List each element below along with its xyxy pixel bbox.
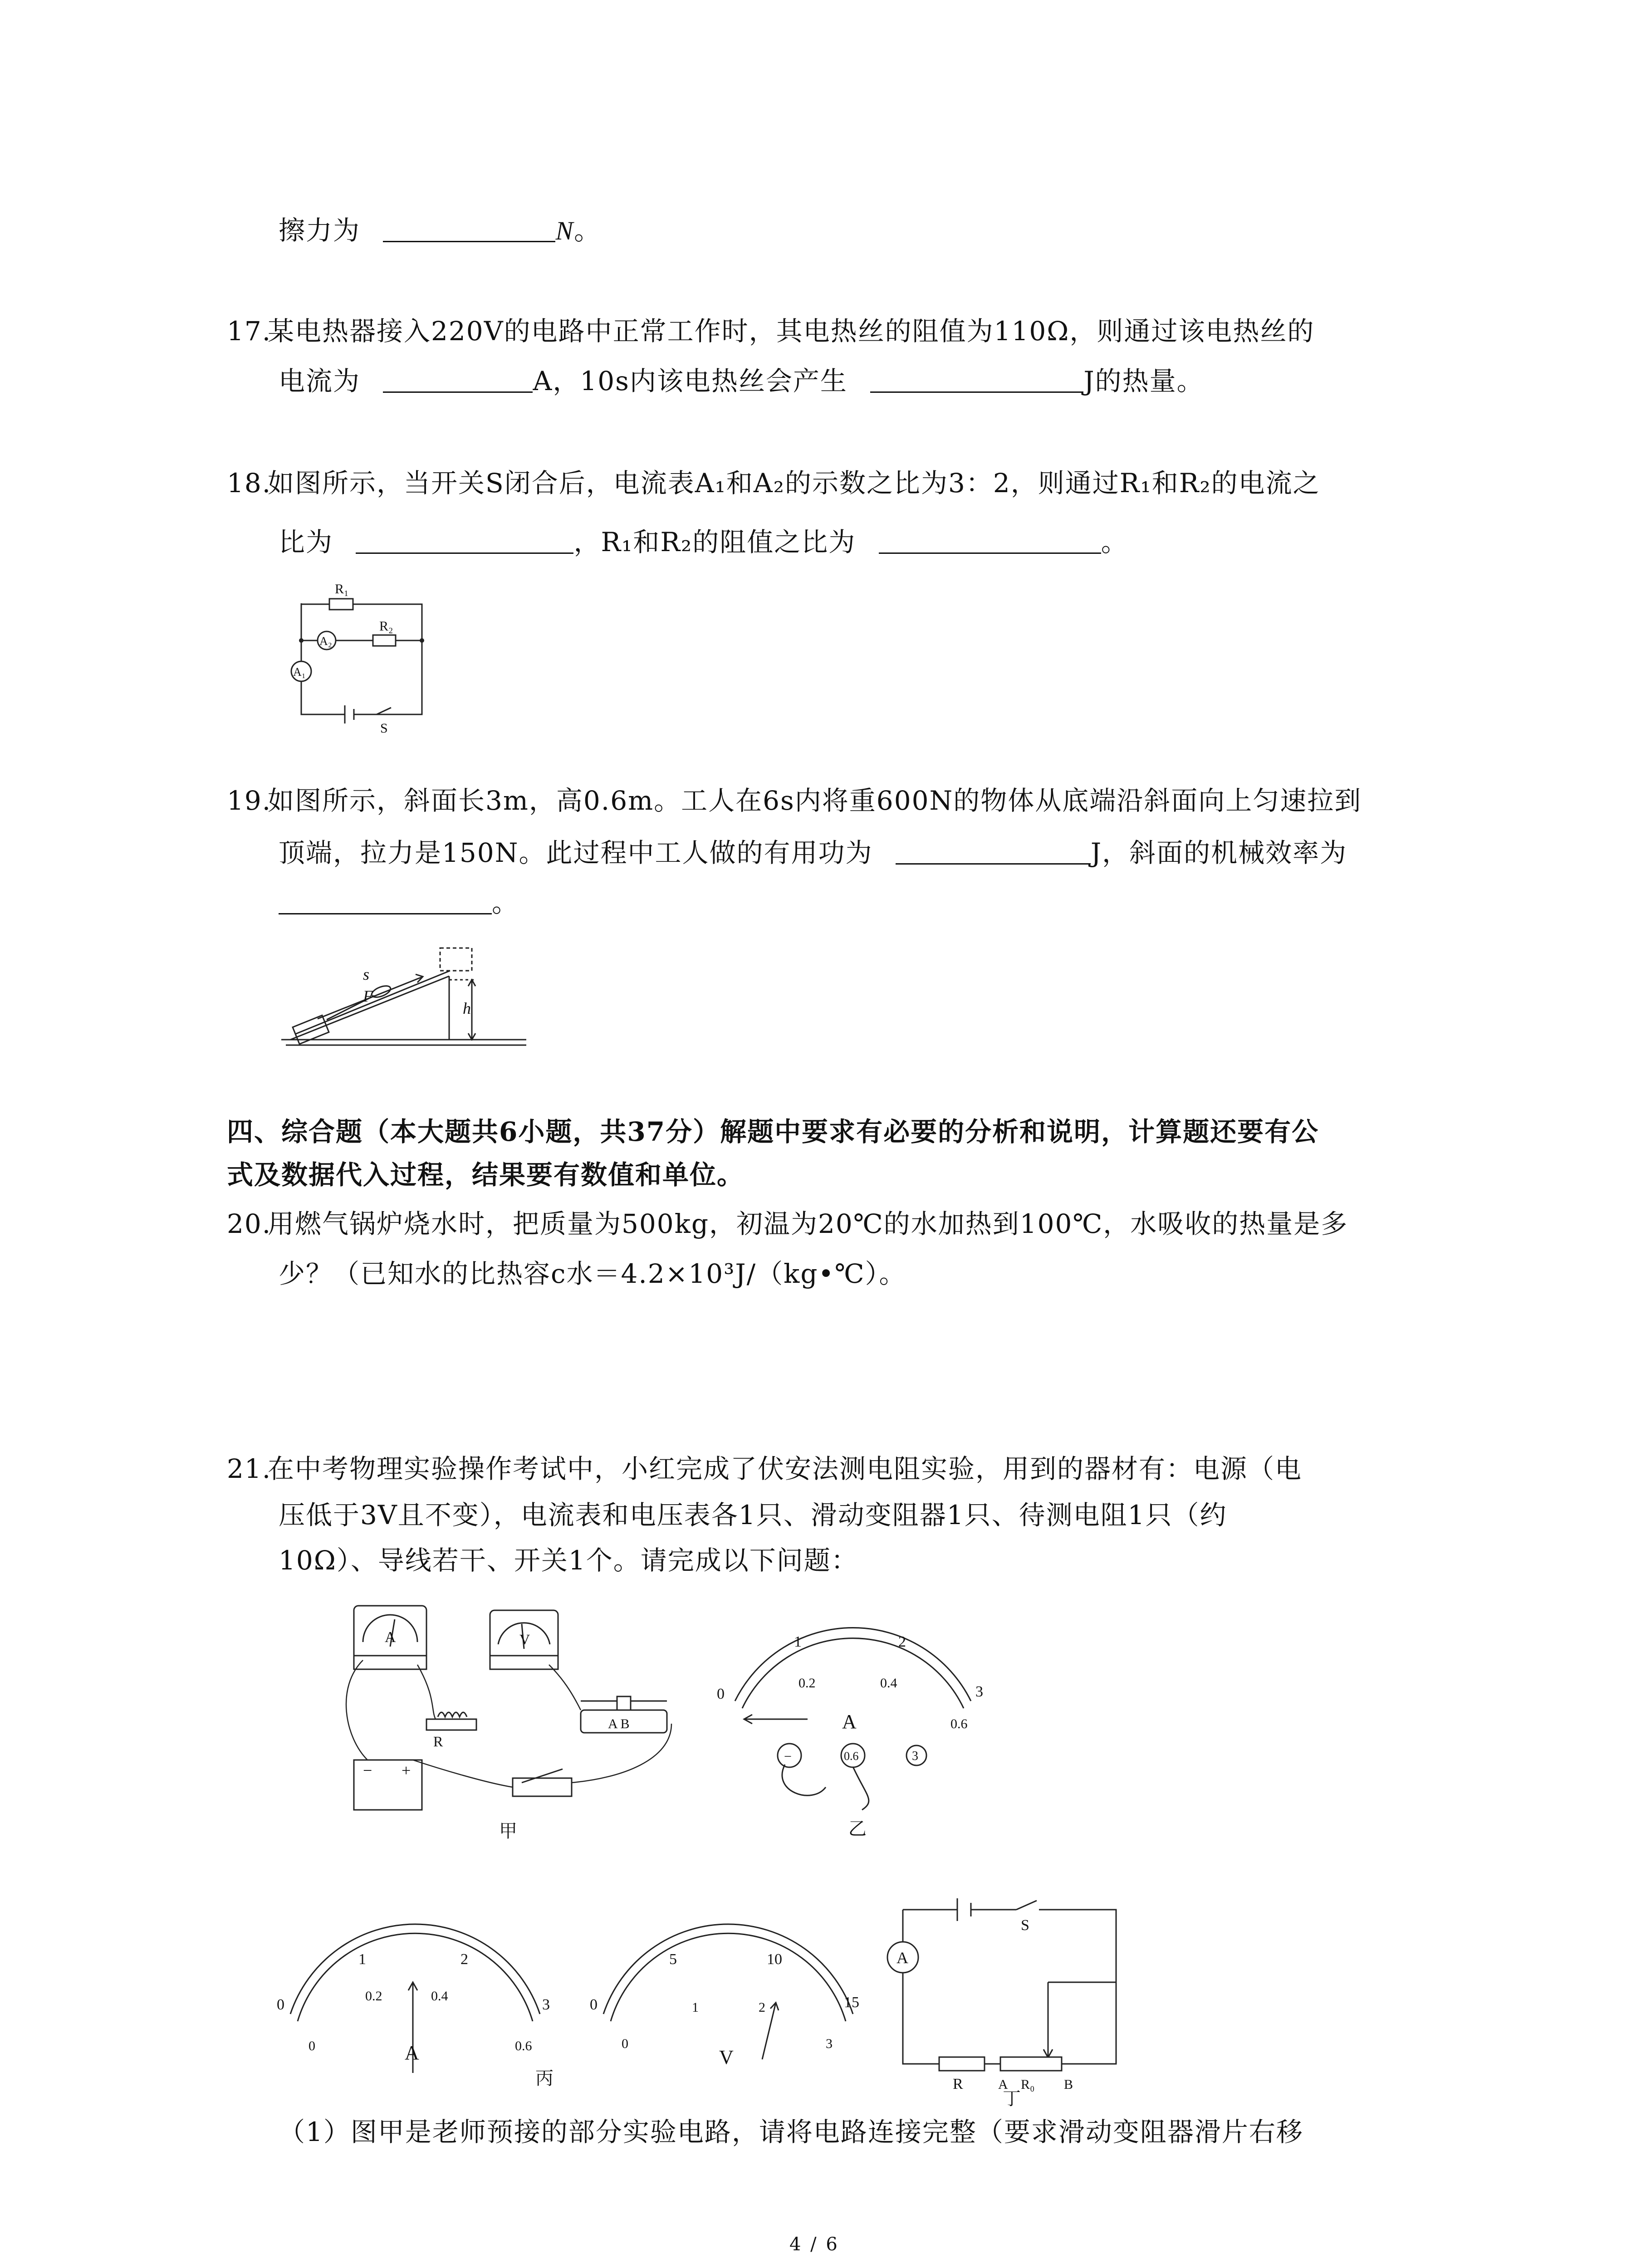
q21-fig-bing-voltmeter [590,1928,871,2073]
jia-switch-base [513,1778,572,1796]
q18-node-left [299,638,304,643]
volt-tick-0: 0 [590,1996,598,2013]
bing-tick-1: 1 [358,1951,366,1968]
q19-slope [290,976,449,1040]
jia-voltmeter-label: V [519,1631,530,1647]
ding-switch-blade[interactable] [1016,1901,1037,1910]
fig-label-bing: 丙 [535,2068,554,2088]
jia-rheostat-label: A B [608,1716,630,1731]
volt-tick-2: 2 [759,2000,765,2015]
volt-tick-1: 1 [692,2000,699,2015]
yi-unit: A [842,1711,857,1733]
bing-tick-0.2: 0.2 [365,1989,382,2004]
q19-hand [370,983,392,999]
page-number: 4 / 6 [789,2234,839,2255]
yi-terminal-minus-label: − [784,1749,792,1764]
q20-line2: 少？（已知水的比热容c水＝4.2×10³J/（kg•℃）。 [279,1258,906,1289]
jia-voltmeter-base [490,1656,558,1669]
bing-unit: A [405,2042,419,2064]
q18-r1-resistor [329,599,353,610]
q20-line1 [227,1206,1348,1242]
ding-switch-label: S [1021,1917,1029,1934]
yi-tick-2: 2 [898,1633,906,1650]
q18-text-2a: 比为 [279,527,333,557]
ding-ammeter-label: A [896,1949,908,1967]
bing-scale-inner [298,1933,533,2021]
ding-a-label: A [998,2077,1008,2092]
q21-sub1: （1）图甲是老师预接的部分实验电路，请将电路连接完整（要求滑动变阻器滑片右移 [279,2116,1303,2147]
q17-text-2a: 电流为 [279,366,361,396]
volt-tick-15: 15 [844,1994,859,2011]
bing-tick-0-inner: 0 [309,2038,315,2053]
fig-label-jia: 甲 [499,1821,517,1841]
yi-scale-inner [742,1638,964,1708]
q19-line3 [279,885,519,921]
q19-number: 19. [227,785,272,816]
bing-tick-0: 0 [277,1996,284,2013]
jia-wire-1 [346,1660,367,1760]
q18-label-r2: R₂ [379,619,393,634]
q21-fig-ding-circuit [889,1882,1143,2109]
volt-scale-inner [611,1933,846,2021]
volt-tick-5: 5 [669,1951,677,1968]
q21-line2: 压低于3V且不变），电流表和电压表各1只、滑动变阻器1只、待测电阻1只（约 [279,1500,1227,1530]
q18-blank-1[interactable] [356,527,573,554]
ding-b-label: B [1064,2077,1073,2092]
bing-tick-2: 2 [460,1951,468,1968]
q19-label-h: h [463,999,471,1017]
q19-blank-1[interactable] [896,838,1091,865]
q18-label-s: S [380,721,388,736]
yi-tick-0.2: 0.2 [798,1676,816,1691]
q19-text-2b: J，斜面的机械效率为 [1090,837,1347,868]
q21-line3: 10Ω）、导线若干、开关1个。请完成以下问题： [279,1545,858,1576]
volt-tick-3: 3 [826,2036,833,2051]
q19-label-s: s [363,965,370,983]
q20-number: 20. [227,1208,272,1239]
q16-text: 擦力为 [279,215,361,246]
jia-resistor-label: R [433,1733,443,1750]
q17-blank-1[interactable] [383,366,533,393]
q21-text-1: 在中考物理实验操作考试中，小红完成了伏安法测电阻实验，用到的器材有：电源（电 [268,1453,1303,1484]
q19-text-2a: 顶端，拉力是150N。此过程中工人做的有用功为 [279,837,873,868]
yi-tick-0.4: 0.4 [880,1676,897,1691]
q19-label-f: F [363,987,373,1005]
jia-ammeter-label: A [385,1629,396,1646]
yi-wire-1 [782,1765,826,1795]
ding-wires [903,1910,1116,2064]
volt-tick-10: 10 [767,1951,782,1968]
q19-text-3: 。 [492,887,519,918]
q18-line1 [227,465,1320,501]
q18-blank-2[interactable] [879,527,1101,554]
q21-number: 21. [227,1453,272,1484]
q16-tail [279,212,601,249]
q18-text-1: 如图所示，当开关S闭合后，电流表A₁和A₂的示数之比为3：2，则通过R₁和R₂的电流之 [268,468,1320,499]
q19-line1 [227,782,1362,819]
ding-r-label: R [953,2076,963,2092]
q19-text-1: 如图所示，斜面长3m，高0.6m。工人在6s内将重600N的物体从底端沿斜面向上匀速拉到 [268,785,1362,816]
q17-line2 [279,363,1204,399]
jia-wire-4 [413,1760,513,1787]
q18-circuit-figure [272,572,445,736]
jia-battery-minus: − [363,1761,372,1779]
fig-label-yi: 乙 [848,1818,867,1839]
q18-wire-outer [301,603,422,714]
volt-unit: V [719,2046,734,2068]
bing-tick-0.6: 0.6 [515,2038,532,2053]
q18-node-right [420,638,424,643]
q20-text-1: 用燃气锅炉烧水时，把质量为500kg，初温为20℃的水加热到100℃，水吸收的热量是多 [268,1208,1348,1239]
q18-label-a2: A₂ [319,635,332,648]
section4-line2: 式及数据代入过程，结果要有数值和单位。 [227,1159,745,1190]
yi-terminal-3-label: 3 [912,1749,918,1763]
yi-tick-3: 3 [975,1683,983,1700]
q17-text-2c: J的热量。 [1083,366,1204,396]
q18-label-r1: R₁ [335,582,349,596]
jia-ammeter-base [354,1656,426,1669]
q21-fig-bing-ammeter [277,1928,563,2088]
bing-tick-3: 3 [542,1996,550,2013]
q21-line1 [227,1451,1302,1487]
section4-line1: 四、综合题（本大题共6小题，共37分）解题中要求有必要的分析和说明，计算题还要有公 [227,1116,1319,1147]
q16-punct: 。 [574,215,602,246]
jia-resistor-base [426,1719,476,1730]
ding-resistor-r [939,2057,985,2071]
yi-tick-0.6: 0.6 [950,1716,968,1731]
q17-text-2b: A，10s内该电热丝会产生 [533,366,847,396]
q19-blank-2[interactable] [279,888,492,914]
yi-terminal-06-label: 0.6 [844,1750,859,1763]
bing-tick-0.4: 0.4 [431,1989,448,2004]
jia-wire-2 [417,1665,436,1719]
jia-rheostat-slider[interactable] [617,1696,631,1710]
ding-rheostat-r0 [1000,2057,1062,2071]
ding-r0-label: R₀ [1021,2077,1035,2092]
q21-fig-yi-ammeter [717,1615,1007,1842]
q16-unit: N [555,216,574,245]
q19-line2 [279,835,1347,871]
q16-blank[interactable] [383,215,555,242]
fig-label-ding: 丁 [1003,2088,1021,2109]
q18-label-a1: A₁ [293,665,306,679]
q17-blank-2[interactable] [870,366,1083,393]
q17-number: 17. [227,316,272,347]
q18-r2-resistor [373,635,396,646]
q18-number: 18. [227,468,272,499]
yi-tick-1: 1 [794,1633,802,1650]
q19-box-top [440,948,472,971]
yi-tick-0: 0 [717,1686,725,1702]
q21-fig-jia-apparatus [327,1588,744,1842]
q18-line2 [279,524,1128,560]
jia-resistor-coil [438,1712,467,1717]
q17-text-1: 某电热器接入220V的电路中正常工作时，其电热丝的阻值为110Ω，则通过该电热丝的 [268,316,1315,347]
jia-battery-plus: + [402,1761,411,1779]
q18-text-2b: ，R₁和R₂的阻值之比为 [573,527,856,557]
yi-wire-2 [853,1767,869,1810]
q18-text-2c: 。 [1101,527,1128,557]
q19-incline-figure [281,934,526,1052]
q18-switch-blade [377,708,391,714]
q17-line1 [227,313,1314,349]
jia-wire-3 [549,1665,581,1710]
volt-tick-0-inner: 0 [622,2036,628,2051]
